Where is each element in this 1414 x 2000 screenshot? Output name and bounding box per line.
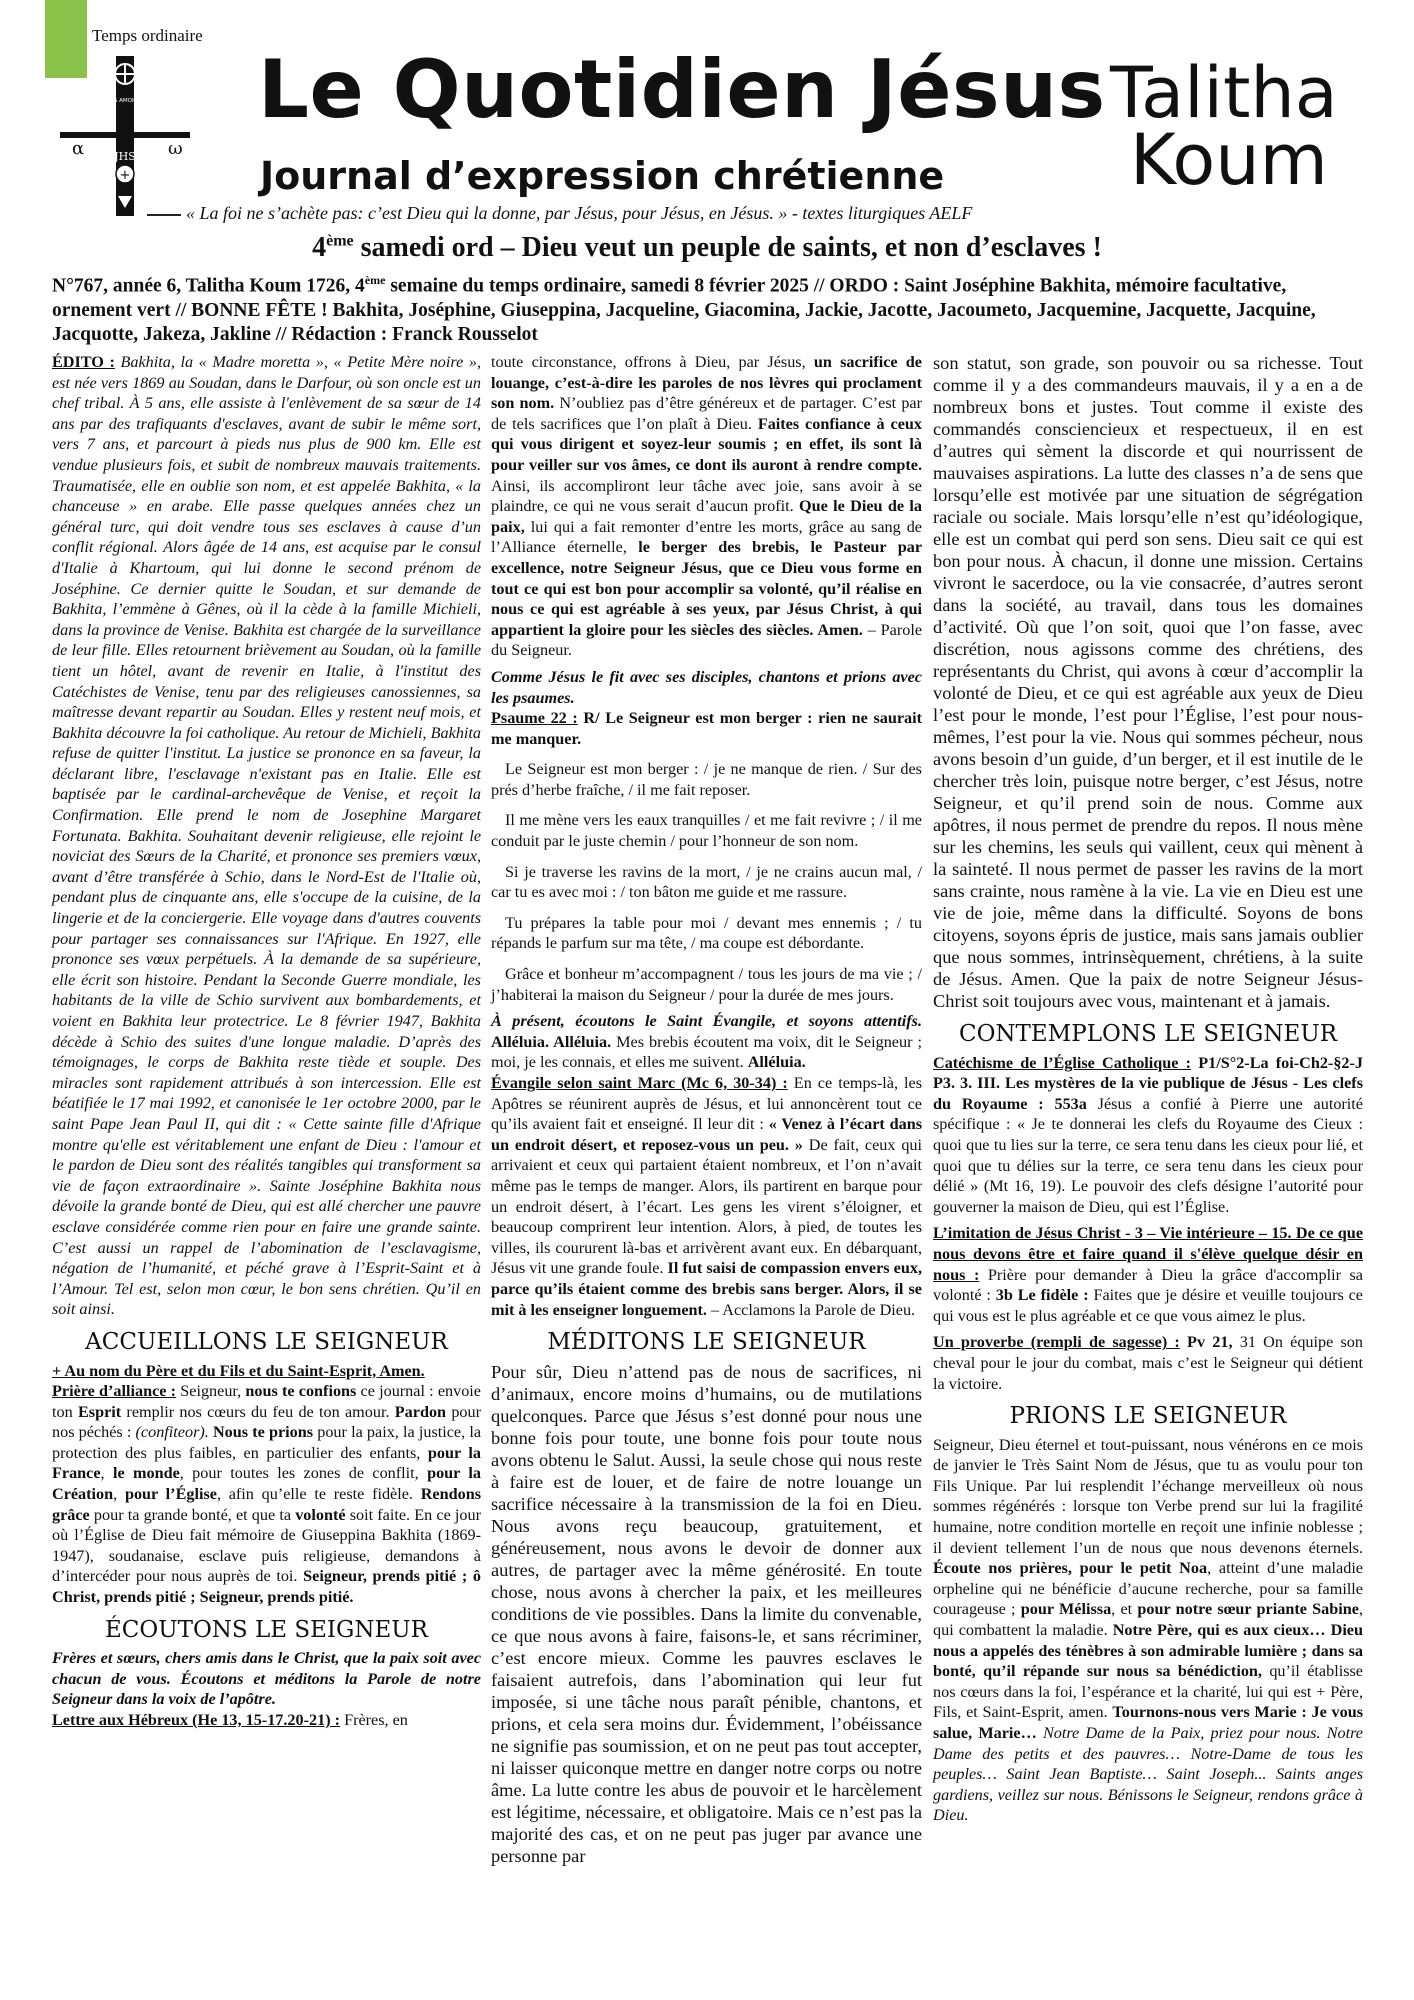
meditation-continued: son statut, son grade, son pouvoir ou sa richesse. Tout comme il y a des commandeurs mauvais, il y a en a de nombreux bons et justes. Tout comme il existe des commandés consciencieux et respectueux, il en est d’autres qui sèment la discorde et qui nourrissent de mauvaises aspirations. La lutte des classes n’a de sens que lorsqu’elle est motivée par une situation de ségrégation raciale ou sociale. Mais lorsqu’elle n’est qu’idéologique, elle est un combat qui perd son sens. Dieu sait ce qui est bon pour nous. À chacun, il donne une mission. Certains vivront le sacerdoce, ou la vie consacrée, d’autres seront dans la société, au travail, dans tous les domaines d’activité. Où que l’on soit, quoi que l’on fasse, avec discrétion, nous agissons comme des chrétiens, des représentants du Christ, qui avons à cœur d’accomplir la volonté de Dieu, et ce qui est agréable aux yeux de Dieu l’est pour le monde, l’est pour l’Église, l’est pour nous-mêmes, l’est pour la vie. Nous qui sommes pécheur, nous avons besoin d’un guide, d’un berger, et il est inutile de le chercher très loin, puisque notre berger, c’est Jésus, notre Seigneur, et qu’il prend soin de nous. Comme aux apôtres, il nous permet de prendre du repos. Il nous mène sur les chemins, les seuls qui vaillent, ceux qui mènent à la sainteté. Il nous permet de passer les ravins de la mort sans crainte, nous ramène à la vie. La vie en Dieu est une vie de joie, même dans la difficulté. Soyons de bons citoyens, soyons épris de justice, mais sans jamais oublier que nous sommes, intrinsèquement, chrétiens, à la suite de Jésus. Amen. Que la paix de notre Seigneur Jésus-Christ soit toujours avec vous, maintenant et à jamais. [933,353,1363,1011]
section-prions: PRIONS LE SEIGNEUR [1009,1403,1287,1430]
pa-16: , [113,1485,125,1504]
pa-10: pour la paix, la justice, la protection des plus faibles, en particulier des enfants, [52,1423,481,1462]
psaume-stanza-5: Grâce et bonheur m’accompagnent / tous les jours de ma vie ; / j’habiterai la maison du Seigneur / pour la durée de mes jours. [491,965,922,1004]
edito [52,352,481,1320]
pa-21: volonté [295,1505,346,1524]
catechisme [933,1053,1363,1218]
pa-5: remplir nos cœurs du feu de ton amour. [121,1402,395,1421]
ev-3: De fait, ceux qui arrivaient et ceux qui partaient étaient nombreux, et l’on n’avait même pas le temps de manger. Alors, ils partirent en barque pour un endroit désert, à l’écart. Les gens les virent s’éloigner, et beaucoup comprirent leur intention. Alors, à pied, de toutes les villes, ils coururent là-bas et arrivèrent avant eux. En débarquant, Jésus vit une grande foule. [491,1135,923,1278]
psaume-intro [491,667,922,708]
pa-3: ce journal : envoie ton [52,1382,481,1421]
cat-text: Jésus a confié à Pierre une autorité spécifique : « Je te donnerai les clefs du Royaume des Cieux : quoi que tu lies sur la terre, ce sera tenu dans les cieux pour lié, et quoi que tu délies sur la terre, ce sera tenu dans les cieux pour délié » (Mt 16, 19). Le pouvoir des clefs désigne l’autorité pour gouverner la maison de Dieu, qui est l’Église. [933,1094,1363,1216]
prov-text: 31 On équipe son cheval pour le jour du combat, mais c’est le Seigneur qui détient la victoire. [933,1333,1363,1393]
meta-part-b: semaine du temps ordinaire, samedi 8 février 2025 // ORDO : Saint Joséphine Bakhita, mémoire facultative, ornement vert // BONNE FÊTE ! Bakhita, Joséphine, Giuseppina, Jacqueline, Giacomina, Jackie, Jacotte, Jacoumeto, Jacquemine, Jacquette, Jacquine, Jacquotte, Jakeza, Jakline // Rédaction : Franck Rousselot [52,275,1316,345]
ev-1: En ce temps-là, les Apôtres se réunirent auprès de Jésus, et lui annoncèrent tout ce qu’ils avaient fait et enseigné. Il leur dit : [491,1074,922,1134]
prayer [933,1435,1363,1826]
pa-8: (confiteor). [135,1423,209,1442]
reading-intro [52,1648,481,1710]
priere-label: Prière d’alliance : [52,1382,177,1401]
l-3: N’oubliez pas d’être généreux et de partager. C’est par de tels sacrifices que l’on plaît à Dieu. [491,394,922,433]
imit-label: L’imitation de Jésus Christ - 3 – Vie intérieure – 15. De ce que nous devons être et faire quand il s'élève quelque désir en nous : [933,1224,1363,1284]
evangile-intro [491,1011,922,1073]
imit-text: Prière pour demander à Dieu la grâce d'accomplir sa volonté : [933,1265,1363,1305]
lettre-continued [491,352,922,661]
ev-5: – Acclamons la Parole de Dieu. [706,1300,916,1319]
proverbe [933,1332,1363,1394]
prov-ref: Pv 21, [1179,1333,1233,1352]
section-ecoutons: ÉCOUTONS LE SEIGNEUR [104,1616,428,1643]
section-accueillons: ACCUEILLONS LE SEIGNEUR [85,1328,448,1355]
imit-text-2: Faites que je désire et veuille toujours ce qui vous est le plus agréable et ce que vous aimez le plus. [933,1286,1363,1325]
ev-label: Évangile selon saint Marc (Mc 6, 30-34) : [491,1074,788,1092]
pr-5: , et [1111,1600,1138,1619]
ev-alleluia-2: Alléluia. [747,1053,806,1072]
headline-sup: ème [326,232,354,250]
priere-alliance [52,1381,481,1608]
sign-of-cross-text: + Au nom du Père et du Fils et du Saint-Esprit, Amen. [52,1361,425,1380]
reading-intro-text: Frères et sœurs, chers amis dans le Christ, que la paix soit avec chacun de vous. Écoutons et méditons la Parole de notre Seigneur dans la voix de l’apôtre. [52,1649,481,1709]
pa-1: Seigneur, [176,1382,246,1401]
psaume-heading [491,708,922,749]
psaume-stanza-1: Le Seigneur est mon berger : / je ne manque de rien. / Sur des prés d’herbe fraîche, / il me fait reposer. [491,760,922,799]
psaume-stanza-4: Tu prépares la table pour moi / devant mes ennemis ; / tu répands le parfum sur ma tête, / ma coupe est débordante. [491,913,922,953]
pa-9: Nous te prions [208,1423,314,1442]
journal-subtitle: Journal d’expression chrétienne [260,154,945,198]
lettre-text: Frères, en [340,1711,408,1729]
psaume-stanza-3: Si je traverse les ravins de la mort, / je ne crains aucun mal, / car tu es avec moi : / ton bâton me guide et me rassure. [491,862,922,902]
pa-15: pour la Création [52,1464,481,1504]
cat-ref: P1/S°2-La foi-Ch2-§2-J P3. 3. III. Les mystères de la vie publique de Jésus - Les clefs du Royaume : 553a [933,1053,1363,1113]
edito-label: ÉDITO : [52,353,115,371]
imit-b: 3b Le fidèle : [995,1286,1089,1305]
l-1: toute circonstance, offrons à Dieu, par Jésus, [491,353,814,371]
logo-line-2: Koum [1130,118,1328,201]
header-quote: « La foi ne s’achète pas: c’est Dieu qui la donne, par Jésus, pour Jésus, en Jésus. » - textes liturgiques AELF [186,203,973,223]
issue-meta [52,268,1362,347]
cross-top-text: DEUS AMOR EST [102,98,148,104]
prov-label: Un proverbe (rempli de sagesse) : [933,1333,1180,1352]
l-7: lui qui a fait remonter d’entre les morts, grâce au sang de l’Alliance éternelle, [491,517,922,557]
imitation [933,1223,1363,1326]
psaume-label: Psaume 22 : [491,709,578,728]
meta-part-a: N°767, année 6, Talitha Koum 1726, 4 [52,275,365,297]
pr-7: , qui combattent la maladie. [933,1600,1363,1640]
l-9: – Parole du Seigneur. [491,620,922,660]
pa-13: le monde [112,1464,180,1483]
journal-title: Le Quotidien Jésus [258,43,1106,136]
psaume-ref: R/ Le Seigneur est mon berger : rien ne saurait me manquer. [491,709,923,748]
alpha-glyph: α [72,138,85,159]
column-1 [52,352,481,1731]
meta-sup: ème [364,273,386,287]
pa-19: Rendons grâce [52,1485,481,1524]
ev-intro: À présent, écoutons le Saint Évangile, et soyons attentifs. [491,1012,922,1031]
ev-alleluia-1: Alléluia. Alléluia. [491,1032,612,1051]
l-4: Faites confiance à ceux qui vous dirigent et soyez-leur soumis ; en effet, ils sont là pour veiller sur vos âmes, ce dont ils auront à rendre compte. [491,414,922,474]
pr-11: Notre Dame de la Paix, priez pour nous. Notre Dame des petits et des pauvres… Notre-Dame de tous les peuples… Saint Jean Baptiste… Saint Joseph... Saints anges gardiens, veillez sur nous. Bénissons le Seigneur, rendons grâce à Dieu. [933,1724,1363,1825]
pr-9: qu’il établisse nos cœurs dans la foi, l’espérance et la charité, lui qui est + Père, Fils, et Saint-Esprit, amen. [933,1662,1363,1722]
section-meditons: MÉDITONS LE SEIGNEUR [547,1329,866,1356]
headline [0,232,1414,264]
talitha-koum-logo [1110,52,1338,201]
l-6: Que le Dieu de la paix, [491,497,922,536]
headline-num: 4 [312,232,327,263]
edito-text: Bakhita, la « Madre moretta », « Petite Mère noire », est née vers 1869 au Soudan, dans le Darfour, où son oncle est un chef tribal. À 5 ans, elle assiste à l'enlèvement de sa sœur de 14 ans par des trafiquants d'esclaves, avant de subir le même sort, vers 7 ans, et parcourt à pieds nus plus de 900 km. Elle est vendue plusieurs fois, et subit de nombreux mauvais traitements. Traumatisée, elle en oublie son nom, et est appelée Bakhita, « la chanceuse » en arabe. Elle passe quelques années chez un général turc, qui doit vendre tous ses esclaves à cause d’un conflit régional. Alors âgée de 14 ans, est acquise par le consul d'Italie à Khartoum, qui lui donne le second prénom de Joséphine. Ce dernier quitte le Soudan, et sur demande de Bakhita, l’emmène à Gênes, où il la cède à la famille Michieli, dans la province de Venise. Bakhita est chargée de la surveillance de leur fille. Elles retournent brièvement au Soudan, où la famille tient un hôtel, avant de revenir en Italie, à l'institut des Catéchistes de Venise, tenu par des religieuses canossiennes, sa maîtresse devant repartir au Soudan. Elles y restent neuf mois, et Bakhita découvre la foi catholique. Au retour de Michieli, Bakhita refuse de quitter l'institut. La justice se prononce en sa faveur, la déclarant libre, l'esclavage n'existant pas en Italie. Elle est baptisée par le cardinal-archevêque de Venise, et reçoit la Confirmation. Elle prend le nom de Josephine Margaret Fortunata. Bakhita. Souhaitant devenir religieuse, elle rejoint le noviciat des Sœurs de la Charité, et prononce ses premiers vœux, avant d’être transférée à Schio, dans le Nord-Est de l'Italie où, pendant plus de cinquante ans, elle s'occupe de la cuisine, de la lingerie et de la conciergerie. Elle voyage dans d'autres couvents pour partager ses connaissances sur l'Afrique. En 1927, elle prononce ses vœux perpétuels. À la demande de sa supérieure, elle écrit son histoire. Pendant la Seconde Guerre mondiale, les habitants de la ville de Schio survivent aux bombardements, et voient en Bakhita leur protectrice. Le 8 février 1947, Bakhita décède à Schio des suites d'une longue maladie. D’après des témoignages, le corps de Bakhita reste tiède et souple. Des miracles sont rapidement attribués à son intercession. Elle est béatifiée le 17 mai 1992, et canonisée le 1er octobre 2000, par le saint Pape Jean Paul II, qui dit : « Cette sainte fille d'Afrique montre qu'elle est véritablement une enfant de Dieu : l'amour et le pardon de Dieu sont des réalités tangibles qui transforment sa vie de façon extraordinaire ». Sainte Joséphine Bakhita nous dévoile la grande bonté de Dieu, qui est allé chercher une pauvre esclave considérée comme rien pour en faire une grande sainte. C’est aussi un rappel de l’abomination de l’esclavagisme, négation de l’humanité, et péché grave à l’Esprit-Saint et à l’Amour. Tel est, selon mon cœur, le bon sens chrétien. Qu’il en soit ainsi. [52,353,481,1319]
pa-14: , pour toutes les zones de conflit, [179,1464,428,1483]
l-5: Ainsi, ils accompliront leur tâche avec joie, sans avoir à se plaindre, ce qui ne vous serait d’aucun profit. [491,476,922,516]
pr-2: Écoute nos prières, pour le petit Noa [933,1559,1208,1578]
omega-glyph: ω [168,138,183,159]
cat-label: Catéchisme de l’Église Catholique : [933,1053,1192,1072]
pa-2: nous te confions [245,1382,357,1401]
ev-2: « Venez à l’écart dans un endroit désert, et reposez-vous un peu. » [491,1115,922,1154]
column-3 [933,352,1363,1826]
pr-1: Seigneur, Dieu éternel et tout-puissant, nous vénérons en ce mois de janvier le Très Saint Nom de Jésus, que tu as voulu pour ton Fils Unique. Par lui resplendit l’échange merveilleux où nous sommes régénérés : lorsque ton Verbe prend sur lui la fragilité humaine, notre condition mortelle en reçoit une infinie noblesse ; il devient tellement l’un de nous que nous devenons éternels. [933,1435,1363,1557]
pa-18: , afin qu’elle te reste fidèle. [216,1485,421,1504]
logo-line-1: Talitha [1110,52,1338,134]
quote-rule [147,214,181,216]
pa-17: pour l’Église [124,1485,217,1504]
l-8: le berger des brebis, le Pasteur par excellence, notre Seigneur Jésus, que ce Dieu vous forme en tout ce qui est bon pour accomplir sa volonté, qu’il réalise en nous ce qui est agréable à ses yeux, par Jésus Christ, à qui appartient la gloire pour les siècles des siècles. Amen. [491,538,923,639]
column-2 [491,352,922,1867]
pa-11: pour la France [52,1443,481,1483]
pr-3: , atteint d’une maladie orpheline qui ne bénéficie d’aucune recherche, pour sa famille courageuse ; [933,1559,1363,1619]
cross-emblem-icon [60,50,190,220]
psaume-stanza-2: Il me mène vers les eaux tranquilles / et me fait revivre ; / il me conduit par le juste chemin / pour l’honneur de son nom. [491,811,922,851]
pr-10: Tournons-nous vers Marie : Je vous salue, Marie… [933,1703,1363,1742]
pa-22: soit faite. En ce jour où l’Église de Dieu fait mémoire de Giuseppina Bakhita (1869-1947), soudanaise, esclave puis religieuse, demandons à d’intercéder pour nous auprès de toi. [52,1505,481,1586]
cross-center-text: JHS [114,150,136,163]
psaume-intro-text: Comme Jésus le fit avec ses disciples, chantons et prions avec les psaumes. [491,667,922,707]
pa-7: pour nos péchés : [52,1402,482,1442]
evangile [491,1073,922,1320]
meditation: Pour sûr, Dieu n’attend pas de nous de sacrifices, ni d’animaux, encore moins d’humains, ou de mutilations quelconques. Parce que Jésus s’est donné pour nous une bonne fois pour toute, une bonne fois pour toute nous avons obtenu le Salut. Aussi, la seule chose qui nous reste à faire est de louer, et de faire de notre louange un sacrifice nécessaire à la transmission de la foi en Dieu. Nous avons reçu beaucoup, gratuitement, et généreusement, nous avons le devoir de donner aux autres, de partager avec la même générosité. En toute chose, nous avons à chercher la paix, et les meilleures conditions de vie possibles. Dans la limite du convenable, ce que nous avons à faire, faisons-le, et sans récriminer, c’est encore mieux. Comme les pauvres esclaves le faisaient autrefois, dans l’abomination qui leur fut imposée, si une tâche nous paraît pénible, chantons, et prions, et cela sera moins dur. Évidemment, l’obéissance ne signifie pas soumission, et on ne peut pas tout accepter, ni laisser quiconque mettre en danger notre corps ou notre âme. La lutte contre les abus de pouvoir et le harcèlement est légitime, nécessaire, et obligatoire. Mais ce n’est pas la majorité des cas, et on ne peut pas juger par avance une personne par [491,1361,923,1866]
headline-text: samedi ord – Dieu veut un peuple de saints, et non d’esclaves ! [353,232,1102,263]
pa-23: Seigneur, prends pitié ; ô Christ, prends pitié ; Seigneur, prends pitié. [52,1567,482,1607]
section-contemplons: CONTEMPLONS LE SEIGNEUR [958,1021,1338,1047]
lettre-hebreux [52,1710,481,1731]
lettre-label: Lettre aux Hébreux (He 13, 15-17.20-21) : [52,1711,341,1729]
pr-6: pour notre sœur priante Sabine [1137,1600,1359,1619]
ev-4: Il fut saisi de compassion envers eux, parce qu’ils étaient comme des brebis sans berger. Alors, il se mit à les enseigner longuement. [491,1259,922,1319]
season-tag: Temps ordinaire [92,26,203,45]
plus-glyph: + [119,168,131,183]
pa-4: Esprit [77,1402,122,1421]
pa-6: Pardon [394,1402,447,1421]
ev-verse: Mes brebis écoutent ma voix, dit le Seigneur ; moi, je les connais, et elles me suivent. [491,1032,922,1072]
pr-4: pour Mélissa [1020,1600,1112,1619]
pa-12: , [100,1464,113,1483]
pa-20: pour ta grande bonté, et que ta [89,1505,296,1524]
l-2: un sacrifice de louange, c’est-à-dire les paroles de nos lèvres qui proclament son nom. [491,353,922,413]
sign-of-cross [52,1361,481,1382]
pr-8: Notre Père, qui es aux cieux… Dieu nous a appelés des ténèbres à son admirable lumière ; dans sa bonté, qu’il répande sur nous sa bénédiction, [933,1621,1363,1681]
